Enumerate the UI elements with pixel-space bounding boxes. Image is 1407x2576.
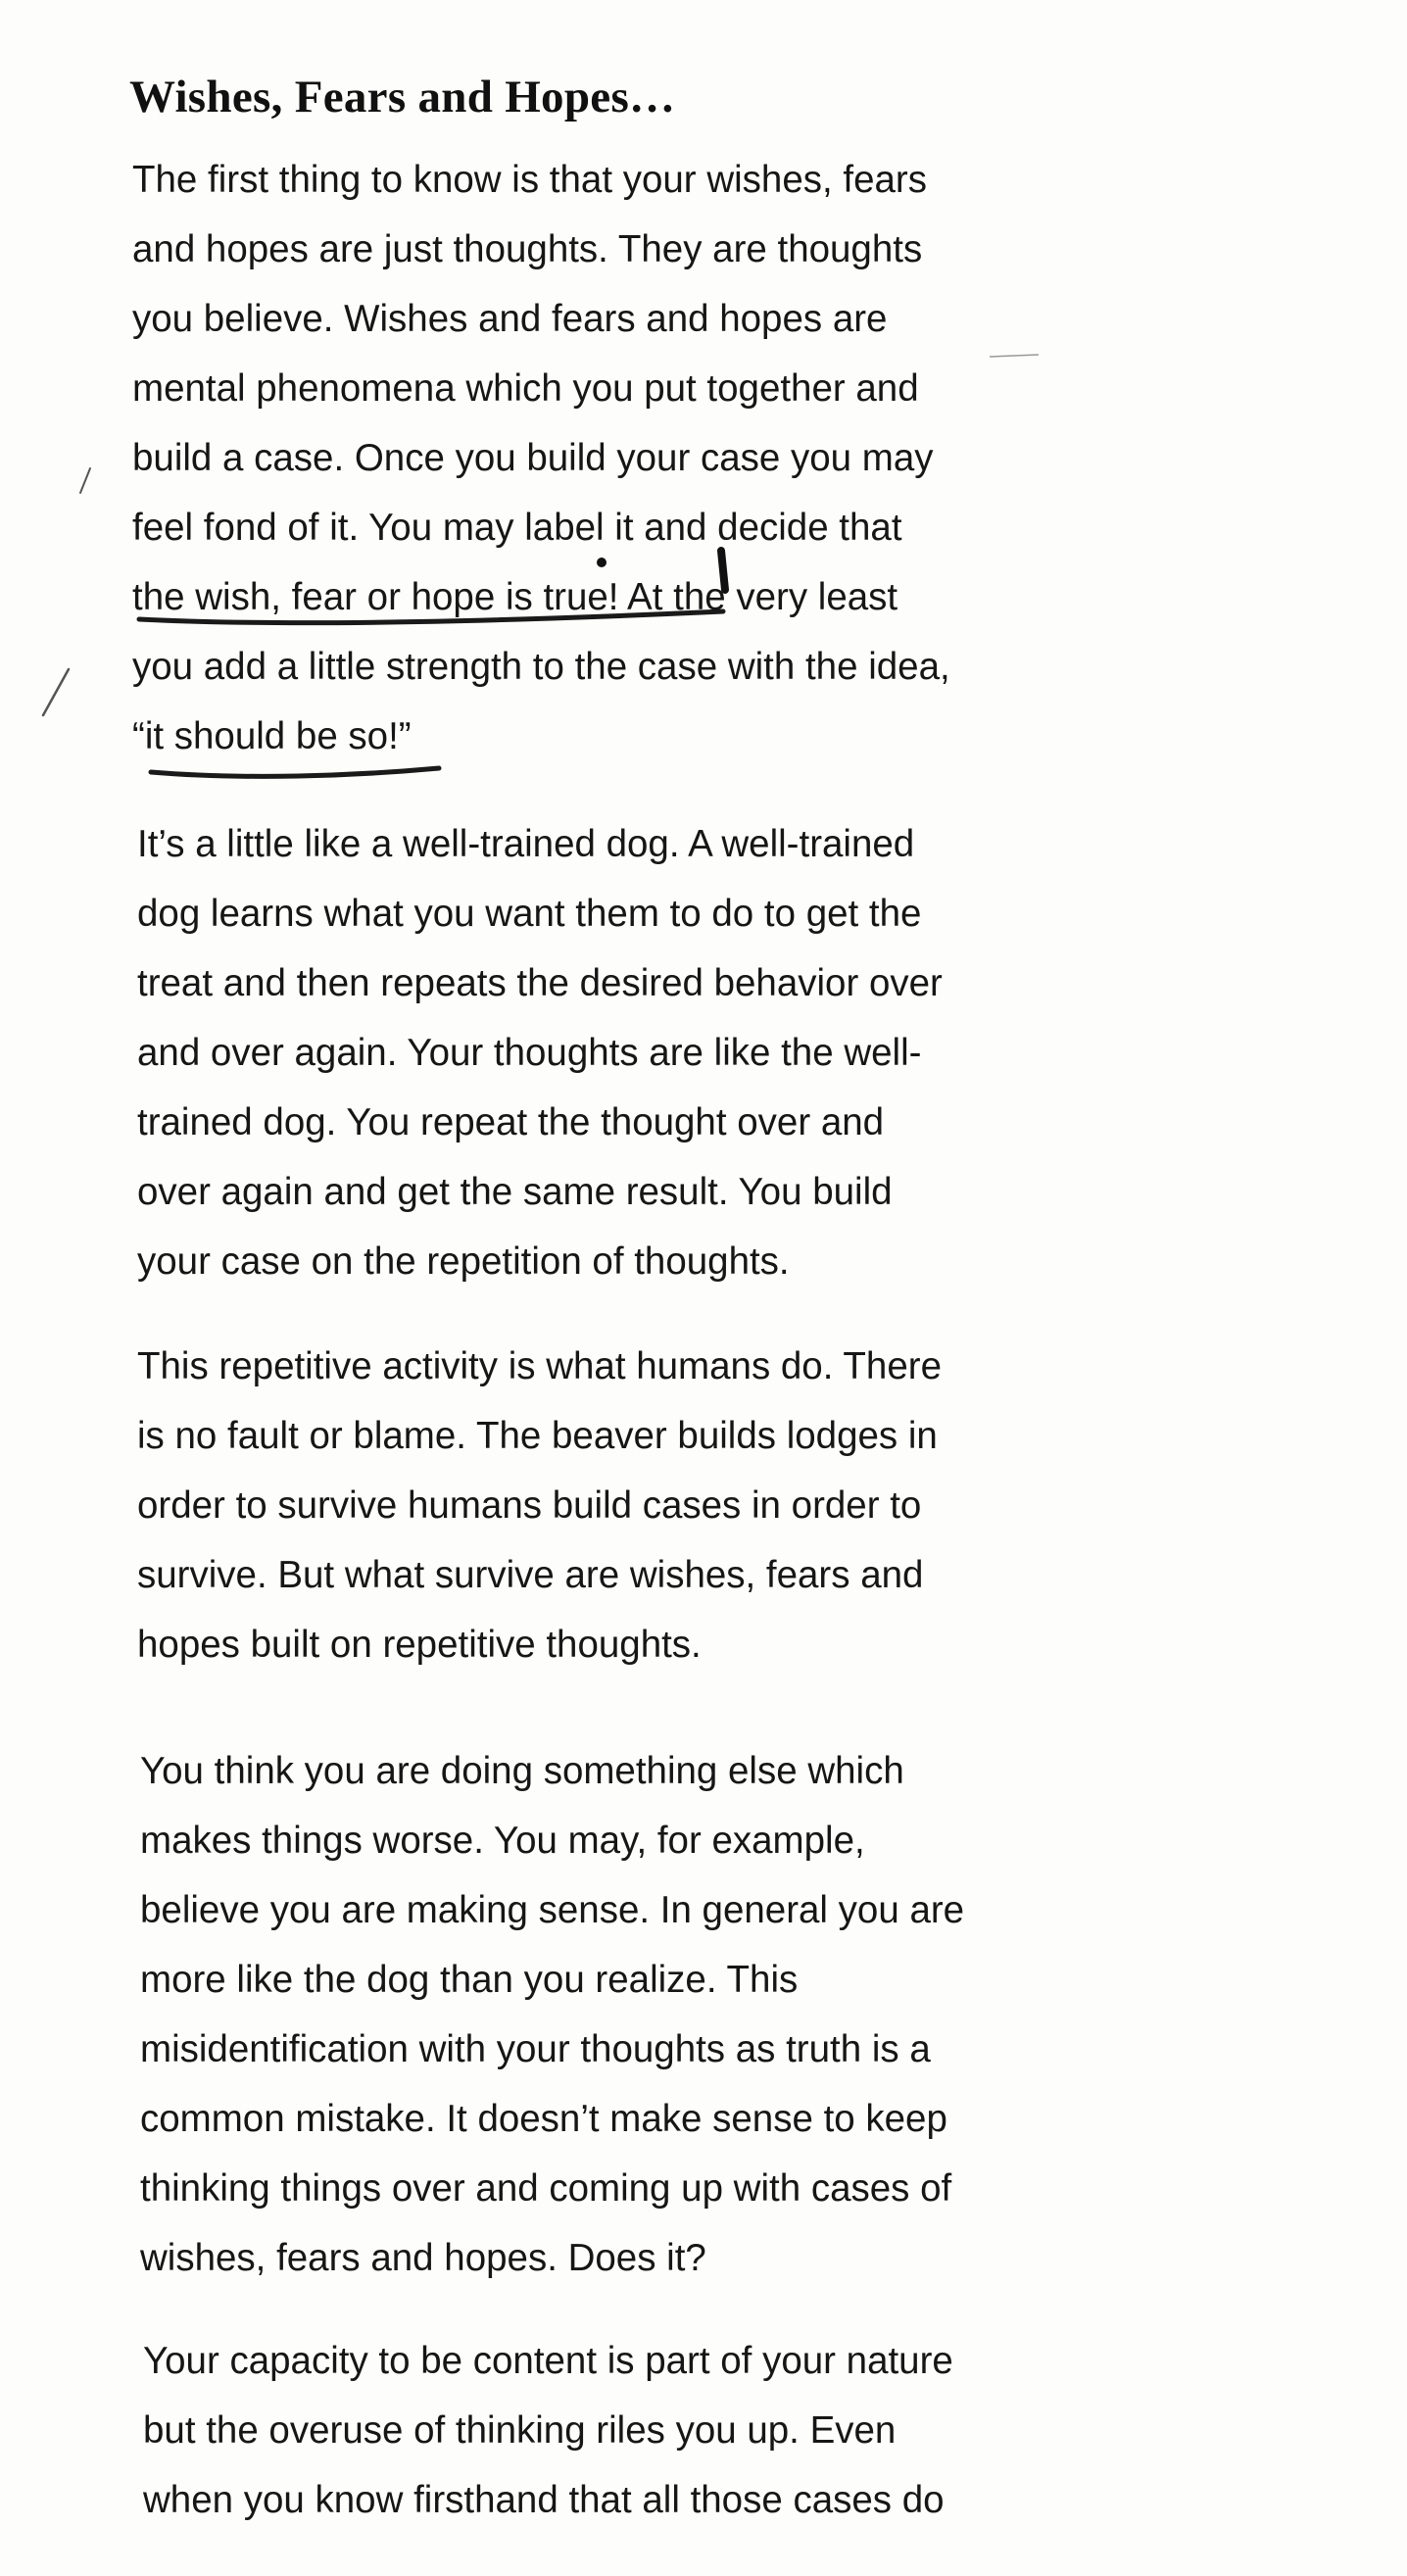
margin-tick-mark-1 bbox=[80, 468, 90, 493]
text-line: makes things worse. You may, for example, bbox=[140, 1820, 865, 1862]
text-line: It’s a little like a well-trained dog. A well-trained bbox=[137, 823, 915, 865]
paragraph-5 bbox=[143, 2326, 1201, 2535]
text-line: survive. But what survive are wishes, fears and bbox=[137, 1554, 924, 1596]
text-line: wishes, fears and hopes. Does it? bbox=[140, 2237, 706, 2279]
text-line: thinking things over and coming up with cases of bbox=[140, 2167, 952, 2210]
text-line: dog learns what you want them to do to get the bbox=[137, 893, 922, 935]
text-line: This repetitive activity is what humans do. There bbox=[137, 1345, 942, 1387]
text-line: when you know firsthand that all those cases do bbox=[143, 2479, 945, 2521]
text-line: you add a little strength to the case with the idea, bbox=[132, 646, 950, 688]
text-line: Your capacity to be content is part of your nature bbox=[143, 2340, 953, 2382]
text-line-underlined: “it should be so!” bbox=[132, 715, 412, 757]
text-line: is no fault or blame. The beaver builds lodges in bbox=[137, 1415, 938, 1457]
text-line: believe you are making sense. In general you are bbox=[140, 1889, 965, 1931]
text-line: build a case. Once you build your case you may bbox=[132, 437, 934, 479]
text-line: order to survive humans build cases in order to bbox=[137, 1484, 922, 1527]
text-line: trained dog. You repeat the thought over and bbox=[137, 1101, 885, 1143]
text-line: more like the dog than you realize. This bbox=[140, 1959, 799, 2001]
text-line: common mistake. It doesn’t make sense to keep bbox=[140, 2098, 947, 2140]
text-line: misidentification with your thoughts as truth is a bbox=[140, 2028, 931, 2070]
text-line: feel fond of it. You may label it and decide that bbox=[132, 507, 902, 549]
page-title: Wishes, Fears and Hopes… bbox=[129, 72, 676, 122]
paragraph-3 bbox=[137, 1332, 1195, 1679]
paragraph-1 bbox=[132, 145, 1190, 771]
text-line: you believe. Wishes and fears and hopes are bbox=[132, 298, 888, 340]
text-line: You think you are doing something else which bbox=[140, 1750, 904, 1792]
paragraph-4 bbox=[140, 1736, 1198, 2293]
text-line: treat and then repeats the desired behavior over bbox=[137, 962, 943, 1004]
paragraph-2 bbox=[137, 809, 1195, 1296]
text-line: mental phenomena which you put together and bbox=[132, 367, 919, 410]
text-line: hopes built on repetitive thoughts. bbox=[137, 1624, 702, 1666]
text-line: your case on the repetition of thoughts. bbox=[137, 1240, 790, 1283]
text-line: and hopes are just thoughts. They are thoughts bbox=[132, 228, 923, 270]
text-line: and over again. Your thoughts are like the well- bbox=[137, 1032, 922, 1074]
text-line-underlined: the wish, fear or hope is true! At the very least bbox=[132, 576, 898, 618]
text-line: but the overuse of thinking riles you up. Even bbox=[143, 2409, 897, 2452]
margin-tick-mark-2 bbox=[43, 669, 69, 715]
text-line: over again and get the same result. You build bbox=[137, 1171, 893, 1213]
text-line: The first thing to know is that your wishes, fears bbox=[132, 159, 927, 201]
